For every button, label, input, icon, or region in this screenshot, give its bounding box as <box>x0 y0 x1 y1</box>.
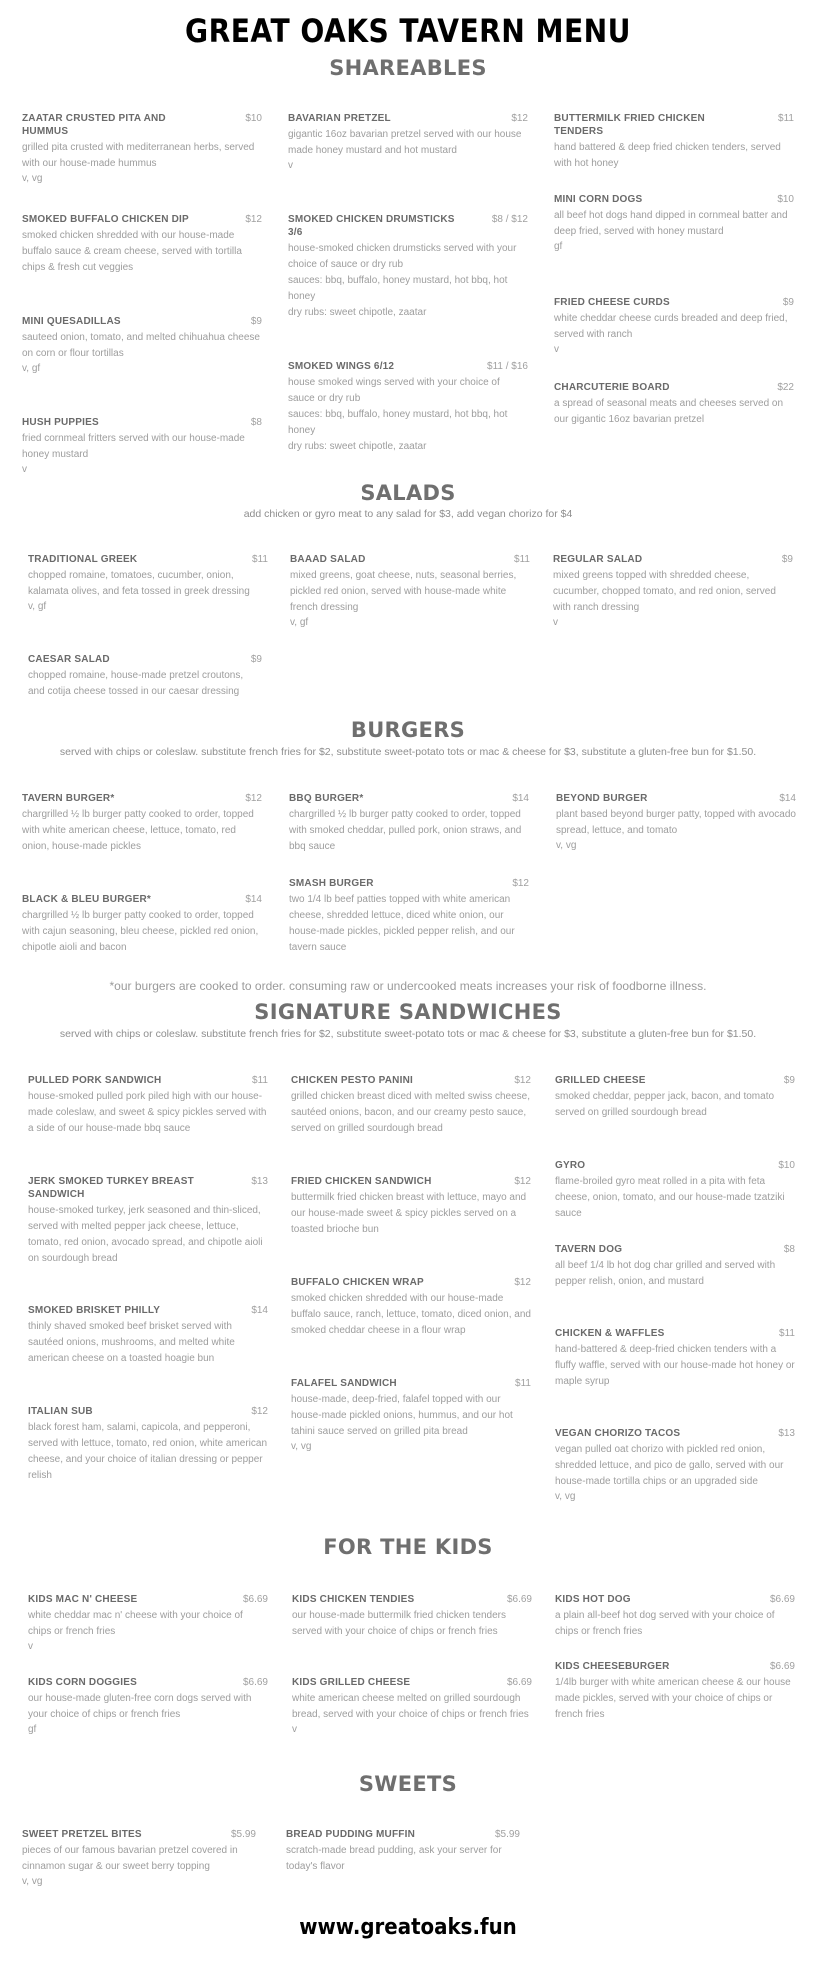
item-name: BLACK & BLEU BURGER* <box>22 894 151 905</box>
menu-item <box>554 296 794 357</box>
menu-item <box>554 193 794 254</box>
item-name: ITALIAN SUB <box>28 1406 93 1417</box>
item-price: $11 / $16 <box>487 361 528 372</box>
item-price: $11 <box>252 554 268 565</box>
item-diet-tag: v, gf <box>290 617 309 628</box>
item-price: $6.69 <box>242 1594 268 1605</box>
item-price: $14 <box>245 894 262 905</box>
item-price: $11 <box>778 113 794 124</box>
item-price: $9 <box>250 654 262 665</box>
menu-item <box>553 553 793 630</box>
item-description: house-smoked chicken drumsticks served with your choice of sauce or dry rub sauces: bbq, buffalo, honey mustard, hot bbq, hot honey dry rubs: sweet chipotle, zaatar <box>288 243 517 318</box>
item-name: SMOKED BRISKET PHILLY <box>28 1305 161 1316</box>
item-name: FRIED CHEESE CURDS <box>554 297 670 308</box>
item-description: all beef 1/4 lb hot dog char grilled and served with pepper relish, onion, and mustard <box>555 1260 776 1287</box>
item-price: $13 <box>251 1176 268 1187</box>
item-diet-tag: v, gf <box>22 363 41 374</box>
menu-item <box>289 792 529 855</box>
item-diet-tag: v, gf <box>28 601 47 612</box>
item-description: thinly shaved smoked beef brisket served with sautéed onions, mushrooms, and melted white american cheese on a toasted hoagie bun <box>28 1321 235 1364</box>
item-name: SWEET PRETZEL BITES <box>22 1829 142 1840</box>
menu-item <box>28 653 262 700</box>
item-price: $9 <box>783 1075 795 1086</box>
item-price: $12 <box>245 793 262 804</box>
item-name: ZAATAR CRUSTED PITA AND HUMMUS <box>22 113 166 137</box>
menu-item <box>22 315 262 376</box>
item-description: black forest ham, salami, capicola, and pepperoni, served with lettuce, tomato, red onion, white american cheese, and your choice of italian dressing or pepper relish <box>28 1422 268 1481</box>
item-description: house-smoked turkey, jerk seasoned and thin-sliced, served with melted pepper jack cheese, lettuce, tomato, red onion, avocado spread, and chipotle aioli on sourdough bread <box>28 1205 263 1264</box>
item-name: GYRO <box>555 1160 586 1171</box>
item-price: $9 <box>781 554 793 565</box>
item-name: BEYOND BURGER <box>556 793 648 804</box>
menu-item <box>28 553 268 614</box>
item-description: house-made, deep-fried, falafel topped with our house-made pickled onions, hummus, and our hot tahini sauce served on grilled pita bread <box>291 1394 513 1437</box>
item-name: SMASH BURGER <box>289 878 374 889</box>
menu-item <box>554 381 794 428</box>
item-description: fried cornmeal fritters served with our house-made honey mustard <box>22 433 245 460</box>
menu-item <box>291 1175 531 1238</box>
item-price: $12 <box>511 113 528 124</box>
item-description: mixed greens, goat cheese, nuts, seasonal berries, pickled red onion, served with house-made white french dressing <box>290 570 517 613</box>
item-name: FRIED CHICKEN SANDWICH <box>291 1176 432 1187</box>
item-name: MINI CORN DOGS <box>554 194 643 205</box>
menu-item <box>291 1074 531 1137</box>
item-price: $11 <box>515 1378 531 1389</box>
item-description: flame-broiled gyro meat rolled in a pita with feta cheese, onion, tomato, and our house-made tzatziki sauce <box>555 1176 785 1219</box>
menu-item <box>22 893 262 956</box>
menu-item <box>22 112 262 186</box>
item-name: VEGAN CHORIZO TACOS <box>555 1428 681 1439</box>
item-description: chargrilled ½ lb burger patty cooked to order, topped with cajun seasoning, bleu cheese, pickled red onion, chipotle aioli and bacon <box>22 910 259 953</box>
item-name: BAAAD SALAD <box>290 554 366 565</box>
menu-item <box>288 213 528 321</box>
item-price: $5.99 <box>230 1829 256 1840</box>
item-price: $11 <box>779 1328 795 1339</box>
section-note-burgers: served with chips or coleslaw. substitute french fries for $2, substitute sweet-potato tots or mac & cheese for $3, substitute a gluten-free bun for $1.50. <box>59 746 757 758</box>
item-description: a spread of seasonal meats and cheeses served on our gigantic 16oz bavarian pretzel <box>554 398 784 425</box>
menu-item <box>291 1377 531 1454</box>
item-description: two 1/4 lb beef patties topped with white american cheese, shredded lettuce, diced white onion, our house-made pickles, pickled pepper relish, and our tavern sauce <box>289 894 515 953</box>
item-name: REGULAR SALAD <box>553 554 643 565</box>
menu-item <box>554 112 794 172</box>
menu-item <box>28 1074 268 1137</box>
item-price: $9 <box>250 316 262 327</box>
menu-item <box>22 416 262 477</box>
item-diet-tag: gf <box>554 241 563 252</box>
item-description: smoked cheddar, pepper jack, bacon, and tomato served on grilled sourdough bread <box>555 1091 775 1118</box>
menu-item <box>286 1828 520 1875</box>
menu-item <box>555 1159 795 1222</box>
item-price: $10 <box>778 1160 795 1171</box>
item-description: our house-made gluten-free corn dogs served with your choice of chips or french fries <box>28 1693 252 1720</box>
item-name: KIDS CHICKEN TENDIES <box>292 1594 415 1605</box>
item-name: CHARCUTERIE BOARD <box>554 382 670 393</box>
item-price: $12 <box>514 1075 531 1086</box>
item-description: chopped romaine, tomatoes, cucumber, onion, kalamata olives, and feta tossed in greek dressing <box>28 570 250 597</box>
item-description: pieces of our famous bavarian pretzel covered in cinnamon sugar & our sweet berry topping <box>22 1845 238 1872</box>
section-title-salads: SALADS <box>360 481 456 505</box>
menu-item <box>22 1828 256 1889</box>
item-description: chopped romaine, house-made pretzel croutons, and cotija cheese tossed in our caesar dressing <box>28 670 244 697</box>
item-diet-tag: v, vg <box>555 1491 576 1502</box>
item-name: CHICKEN PESTO PANINI <box>291 1075 413 1086</box>
item-price: $11 <box>252 1075 268 1086</box>
item-description: mixed greens topped with shredded cheese, cucumber, chopped tomato, and red onion, served with ranch dressing <box>553 570 776 613</box>
item-price: $10 <box>245 113 262 124</box>
item-price: $14 <box>251 1305 268 1316</box>
item-diet-tag: v, vg <box>556 840 577 851</box>
item-diet-tag: v <box>292 1724 297 1735</box>
menu-item <box>555 1593 795 1640</box>
menu-item <box>28 1676 268 1737</box>
item-description: grilled chicken breast diced with melted swiss cheese, sautéed onions, bacon, and our creamy pesto sauce, served on grilled sourdough bread <box>291 1091 530 1134</box>
item-price: $6.69 <box>769 1661 795 1672</box>
item-price: $10 <box>777 194 794 205</box>
item-description: buttermilk fried chicken breast with lettuce, mayo and our house-made sweet & spicy pickles served on a toasted brioche bun <box>291 1192 527 1235</box>
menu-item <box>28 1175 268 1267</box>
menu-item <box>28 1304 268 1367</box>
item-name: PULLED PORK SANDWICH <box>28 1075 162 1086</box>
menu-item <box>555 1327 795 1390</box>
item-name: BUFFALO CHICKEN WRAP <box>291 1277 424 1288</box>
item-name: TAVERN DOG <box>555 1244 623 1255</box>
item-name: BAVARIAN PRETZEL <box>288 113 391 124</box>
item-name: TRADITIONAL GREEK <box>28 554 138 565</box>
item-name: KIDS MAC N' CHEESE <box>28 1594 138 1605</box>
section-title-sandwiches: SIGNATURE SANDWICHES <box>254 1000 562 1024</box>
item-diet-tag: gf <box>28 1724 37 1735</box>
item-description: gigantic 16oz bavarian pretzel served with our house made honey mustard and hot mustard <box>288 129 522 156</box>
menu-item <box>291 1276 531 1339</box>
item-description: house smoked wings served with your choice of sauce or dry rub sauces: bbq, buffalo, honey mustard, hot bbq, hot honey dry rubs: sweet chipotle, zaatar <box>288 377 508 452</box>
footer-url: www.greatoaks.fun <box>299 1915 517 1940</box>
item-price: $9 <box>782 297 794 308</box>
item-price: $12 <box>514 1277 531 1288</box>
item-price: $12 <box>512 878 529 889</box>
item-diet-tag: v <box>28 1641 33 1652</box>
menu-item <box>22 213 262 276</box>
menu-item <box>28 1405 268 1484</box>
item-name: TAVERN BURGER* <box>22 793 115 804</box>
item-description: smoked chicken shredded with our house-made buffalo sauce & cream cheese, served with tortilla chips & fresh cut veggies <box>22 230 242 273</box>
item-name: KIDS CORN DOGGIES <box>28 1677 137 1688</box>
item-diet-tag: v, vg <box>22 1876 43 1887</box>
item-price: $6.69 <box>506 1594 532 1605</box>
menu-item <box>290 553 530 630</box>
item-name: BREAD PUDDING MUFFIN <box>286 1829 415 1840</box>
section-title-sweets: SWEETS <box>358 1772 458 1796</box>
item-description: a plain all-beef hot dog served with your choice of chips or french fries <box>555 1610 775 1637</box>
page-title: GREAT OAKS TAVERN MENU <box>185 12 631 50</box>
item-name: SMOKED WINGS 6/12 <box>288 361 395 372</box>
item-name: MINI QUESADILLAS <box>22 316 121 327</box>
item-description: smoked chicken shredded with our house-made buffalo sauce, ranch, lettuce, tomato, diced onion, and smoked cheddar cheese in a flour wrap <box>291 1293 531 1336</box>
item-diet-tag: v <box>288 160 293 171</box>
item-diet-tag: v <box>554 344 559 355</box>
item-price: $5.99 <box>494 1829 520 1840</box>
item-price: $13 <box>778 1428 795 1439</box>
item-price: $22 <box>777 382 794 393</box>
item-price: $6.69 <box>242 1677 268 1688</box>
menu-item <box>289 877 529 956</box>
item-name: JERK SMOKED TURKEY BREAST SANDWICH <box>28 1176 194 1200</box>
item-price: $8 / $12 <box>491 214 528 225</box>
item-description: white american cheese melted on grilled sourdough bread, served with your choice of chips or french fries <box>292 1693 529 1720</box>
item-diet-tag: v, vg <box>22 173 43 184</box>
item-price: $12 <box>251 1406 268 1417</box>
menu-item <box>28 1593 268 1654</box>
section-title-kids: FOR THE KIDS <box>323 1535 493 1559</box>
item-description: chargrilled ½ lb burger patty cooked to order, topped with white american cheese, lettuce, tomato, red onion, house-made pickles <box>22 809 254 852</box>
item-description: vegan pulled oat chorizo with pickled red onion, shredded lettuce, and pico de gallo, served with our house-made tortilla chips or an upgraded side <box>555 1444 784 1487</box>
item-name: FALAFEL SANDWICH <box>291 1378 397 1389</box>
menu-item <box>292 1676 532 1737</box>
item-description: chargrilled ½ lb burger patty cooked to order, topped with smoked cheddar, pulled pork, onion straws, and bbq sauce <box>289 809 522 852</box>
item-description: house-smoked pulled pork piled high with our house-made coleslaw, and sweet & spicy pickles served with a side of our house-made bbq sauce <box>28 1091 267 1134</box>
item-price: $12 <box>245 214 262 225</box>
item-name: GRILLED CHEESE <box>555 1075 646 1086</box>
item-price: $14 <box>512 793 529 804</box>
item-name: KIDS CHEESEBURGER <box>555 1661 670 1672</box>
item-price: $14 <box>779 793 796 804</box>
item-name: SMOKED CHICKEN DRUMSTICKS 3/6 <box>288 214 455 238</box>
section-note-sandwiches: served with chips or coleslaw. substitute french fries for $2, substitute sweet-potato tots or mac & cheese for $3, substitute a gluten-free bun for $1.50. <box>59 1028 757 1040</box>
menu-item <box>555 1074 795 1121</box>
item-description: hand-battered & deep-fried chicken tenders with a fluffy waffle, served with our house-made hot honey or maple syrup <box>555 1344 795 1387</box>
item-price: $8 <box>783 1244 795 1255</box>
burger-disclaimer: *our burgers are cooked to order. consuming raw or undercooked meats increases your risk of foodborne illness. <box>109 979 707 993</box>
item-price: $6.69 <box>506 1677 532 1688</box>
item-name: KIDS HOT DOG <box>555 1594 631 1605</box>
item-diet-tag: v, vg <box>291 1441 312 1452</box>
item-name: BUTTERMILK FRIED CHICKEN TENDERS <box>554 113 705 137</box>
item-name: SMOKED BUFFALO CHICKEN DIP <box>22 214 189 225</box>
menu-item <box>288 112 528 173</box>
item-name: HUSH PUPPIES <box>22 417 99 428</box>
menu-item <box>555 1427 795 1504</box>
item-price: $11 <box>514 554 530 565</box>
item-description: sauteed onion, tomato, and melted chihuahua cheese on corn or flour tortillas <box>22 332 260 359</box>
menu-item <box>22 792 262 855</box>
item-name: CAESAR SALAD <box>28 654 110 665</box>
item-description: all beef hot dogs hand dipped in cornmeal batter and deep fried, served with honey mustard <box>554 210 788 237</box>
menu-item <box>555 1243 795 1290</box>
section-title-burgers: BURGERS <box>350 718 466 742</box>
item-description: white cheddar mac n' cheese with your choice of chips or french fries <box>28 1610 243 1637</box>
item-price: $8 <box>250 417 262 428</box>
menu-item <box>288 360 528 455</box>
item-description: 1/4lb burger with white american cheese & our house made pickles, served with your choice of chips or french fries <box>555 1677 791 1720</box>
menu-item <box>555 1660 795 1723</box>
menu-item <box>556 792 796 853</box>
section-note-salads: add chicken or gyro meat to any salad for $3, add vegan chorizo for $4 <box>243 508 573 520</box>
item-diet-tag: v <box>553 617 558 628</box>
item-diet-tag: v <box>22 464 27 475</box>
item-description: hand battered & deep fried chicken tenders, served with hot honey <box>554 142 781 169</box>
item-name: BBQ BURGER* <box>289 793 364 804</box>
menu-item <box>292 1593 532 1640</box>
item-description: scratch-made bread pudding, ask your server for today's flavor <box>286 1845 502 1872</box>
item-name: CHICKEN & WAFFLES <box>555 1328 665 1339</box>
item-description: grilled pita crusted with mediterranean herbs, served with our house-made hummus <box>22 142 255 169</box>
item-price: $6.69 <box>769 1594 795 1605</box>
item-description: plant based beyond burger patty, topped with avocado spread, lettuce, and tomato <box>556 809 796 836</box>
item-description: our house-made buttermilk fried chicken tenders served with your choice of chips or french fries <box>292 1610 506 1637</box>
item-price: $12 <box>514 1176 531 1187</box>
item-name: KIDS GRILLED CHEESE <box>292 1677 411 1688</box>
section-title-shareables: SHAREABLES <box>329 56 487 80</box>
item-description: white cheddar cheese curds breaded and deep fried, served with ranch <box>554 313 788 340</box>
